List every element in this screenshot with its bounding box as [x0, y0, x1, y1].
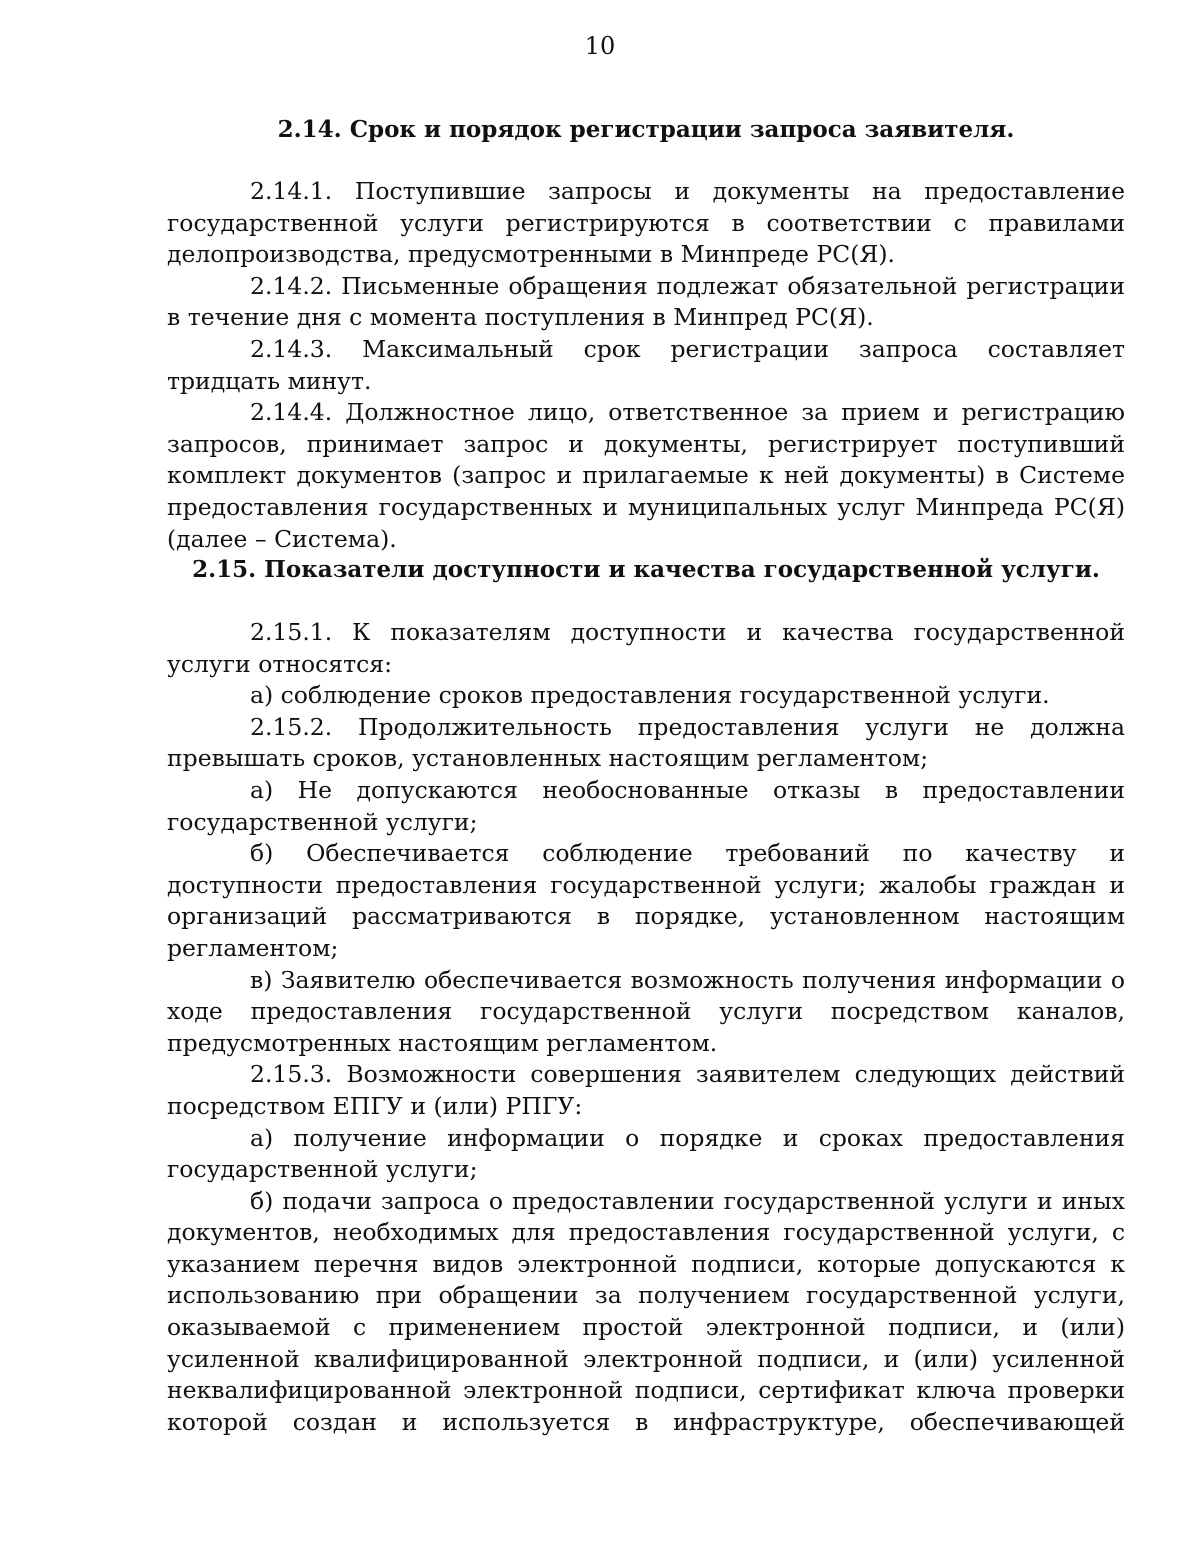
- paragraph-2-14-2: 2.14.2. Письменные обращения подлежат обязательной регистрации в течение дня с момента поступления в Минпред РС(Я).: [167, 271, 1125, 332]
- paragraph-2-15-3: 2.15.3. Возможности совершения заявителем следующих действий посредством ЕПГУ и (или) РПГУ:: [167, 1060, 1125, 1120]
- section-body-2-15: [167, 617, 1125, 1438]
- section-heading-2-15: 2.15. Показатели доступности и качества государственной услуги.: [192, 556, 1100, 583]
- paragraph-2-15-1: 2.15.1. К показателям доступности и качества государственной услуги относятся:: [167, 618, 1125, 678]
- list-item-2-15-3-b: б) подачи запроса о предоставлении государственной услуги и иных документов, необходимых для предоставления государственной услуги, с указанием перечня видов электронной подписи, которые допускаются к использованию при обращении за получением государственной услуги, оказываемой с применением простой электронной подписи, и (или) усиленной квалифицированной электронной подписи, и (или) усиленной неквалифицированной электронной подписи, сертификат ключа проверки которой создан и используется в инфраструктуре, обеспечивающей: [167, 1186, 1125, 1436]
- list-item-2-15-3-a: а) получение информации о порядке и сроках предоставления государственной услуги;: [167, 1123, 1125, 1184]
- section-heading-2-14: 2.14. Срок и порядок регистрации запроса заявителя.: [277, 116, 1015, 143]
- paragraph-2-14-3: 2.14.3. Максимальный срок регистрации запроса составляет тридцать минут.: [167, 334, 1125, 395]
- paragraph-2-14-1: 2.14.1. Поступившие запросы и документы на предоставление государственной услуги регистрируются в соответствии с правилами делопроизводства, предусмотренными в Минпреде РС(Я).: [167, 177, 1125, 269]
- section-body-2-14: [167, 176, 1125, 555]
- page-number: 10: [584, 32, 616, 60]
- paragraph-2-14-4: 2.14.4. Должностное лицо, ответственное за прием и регистрацию запросов, принимает запрос и документы, регистрирует поступивший комплект документов (запрос и прилагаемые к ней документы) в Системе предоставления государственных и муниципальных услуг Минпреда РС(Я) (далее – Система).: [167, 398, 1125, 553]
- list-item-2-15-2-b: б) Обеспечивается соблюдение требований по качеству и доступности предоставления государственной услуги; жалобы граждан и организаций рассматриваются в порядке, установленном настоящим регламентом;: [167, 839, 1125, 962]
- list-item-2-15-1-a: а) соблюдение сроков предоставления государственной услуги.: [250, 681, 1050, 710]
- paragraph-2-15-2: 2.15.2. Продолжительность предоставления услуги не должна превышать сроков, установленных настоящим регламентом;: [167, 712, 1125, 773]
- list-item-2-15-2-v: в) Заявителю обеспечивается возможность получения информации о ходе предоставления государственной услуги посредством каналов, предусмотренных настоящим регламентом.: [167, 965, 1125, 1057]
- list-item-2-15-2-a: а) Не допускаются необоснованные отказы в предоставлении государственной услуги;: [167, 775, 1125, 836]
